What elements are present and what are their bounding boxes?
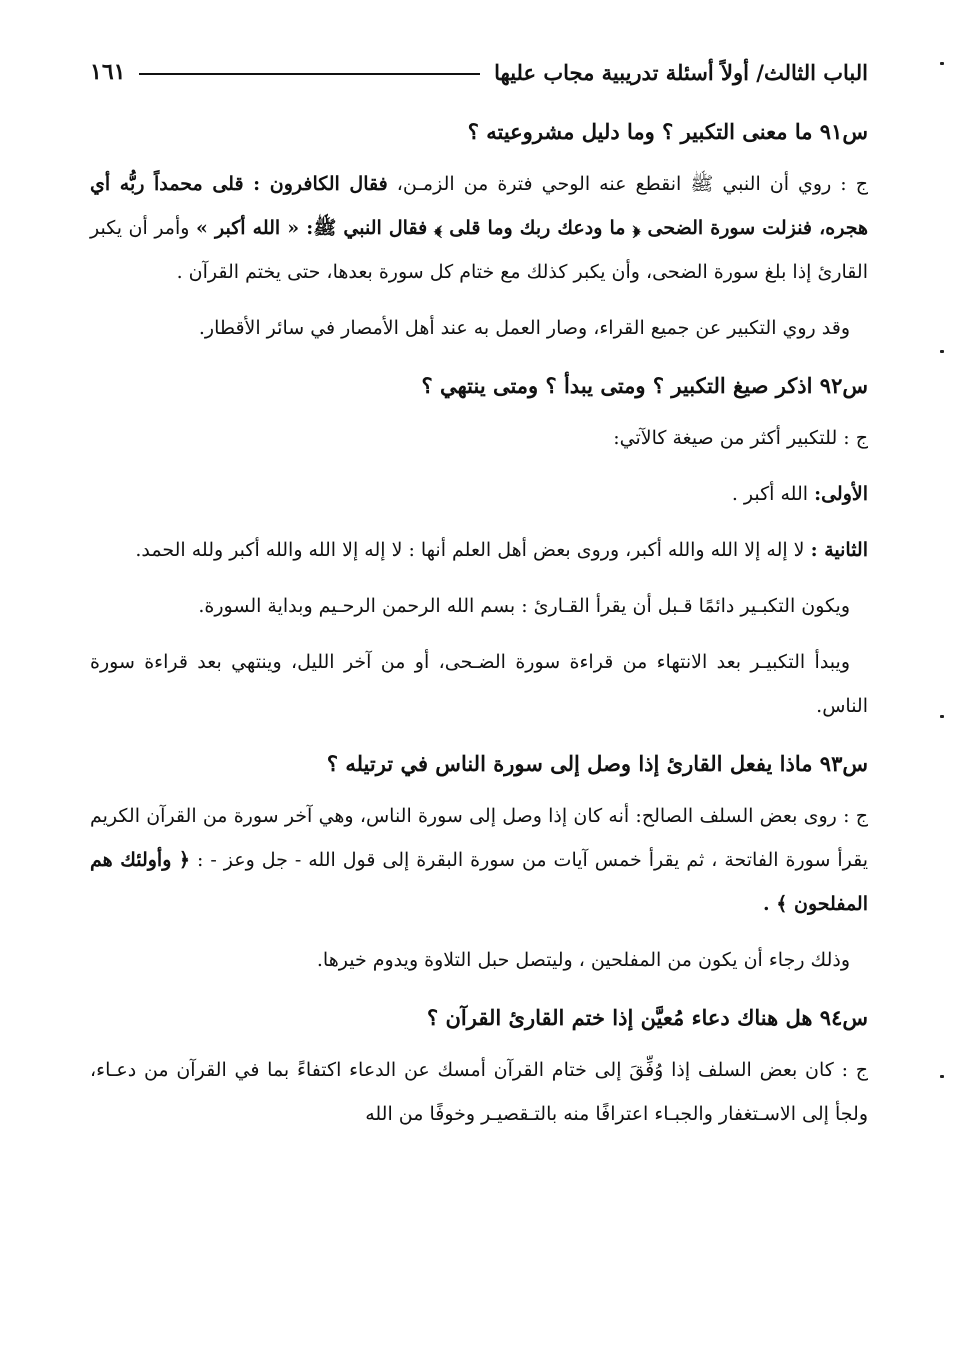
first-form-text: الله أكبر . bbox=[731, 483, 815, 505]
answer-93-note: وذلك رجاء أن يكون من المفلحين ، وليتصل حبل التلاوة ويدوم خيرها. bbox=[316, 949, 850, 971]
scan-speck bbox=[940, 62, 944, 65]
question-94: س٩٤ هل هناك دعاء مُعيَّن إذا ختم القارئ القرآن ؟ bbox=[427, 1005, 868, 1030]
book-page bbox=[90, 52, 868, 1150]
answer-93-text: ج : روى بعض السلف الصالح: أنه كان إذا وصل إلى سورة الناس، وهي آخر سورة من القرآن الكريم يقرأ سورة الفاتحة ، ثم يقرأ خمس آيات من سورة البقرة إلى قول الله - جل وعز - : bbox=[90, 805, 868, 871]
answer-91-part-2: فقال الكافرون : قلى محمداً ربُّه أي هجره، فنزلت سورة الضحى bbox=[90, 173, 868, 239]
question-93-section bbox=[90, 742, 868, 982]
answer-91-part-5: وأمر أن يكبر القارئ إذا بلغ سورة الضحى، وأن يكبر كذلك مع ختام كل سورة بعدها، حتى يختم القرآن . bbox=[90, 217, 868, 283]
first-form-label: الأولى: bbox=[814, 483, 868, 505]
scan-speck bbox=[940, 350, 944, 353]
answer-91-part-1: ج : روي أن النبي ﷺ انقطع عنه الوحي فترة من الزمـن، bbox=[387, 173, 868, 195]
question-93: س٩٣ ماذا يفعل القارئ إذا وصل إلى سورة الناس في ترتيله ؟ bbox=[326, 751, 868, 776]
question-91: س٩١ ما معنى التكبير ؟ وما دليل مشروعيته ؟ bbox=[467, 119, 868, 144]
chapter-title: الباب الثالث/ أولاً أسئلة تدريبية مجاب عليها bbox=[494, 59, 868, 85]
answer-93-verse: ﴿ وأولئك هم المفلحون ﴾ . bbox=[90, 849, 868, 915]
answer-91-note: وقد روي التكبير عن جميع القراء، وصار العمل به عند أهل الأمصار في سائر الأقطار. bbox=[198, 317, 850, 339]
header-rule bbox=[139, 73, 480, 75]
running-header bbox=[90, 52, 868, 92]
question-92-section bbox=[90, 364, 868, 728]
question-91-section bbox=[90, 110, 868, 350]
answer-92-second-form bbox=[90, 528, 868, 572]
answer-91 bbox=[90, 162, 868, 294]
question-92: س٩٢ اذكر صيغ التكبير ؟ ومتى يبدأ ؟ ومتى ينتهي ؟ bbox=[421, 373, 868, 398]
answer-91-verse: ﴿ ما ودعك ربك وما قلى ﴾ فقال النبي ﷺ: bbox=[299, 217, 641, 239]
second-form-label: الثانية : bbox=[810, 539, 868, 561]
answer-92-paragraph-1: ويكون التكبـير دائمًا قـبل أن يقرأ القـارئ : بسم الله الرحمن الرحـيم وبداية السورة. bbox=[198, 595, 850, 617]
scan-speck bbox=[940, 715, 944, 718]
answer-92-paragraph-2: ويبدأ التكبيـر بعد الانتهاء من قراءة سورة الضـحى، أو من آخر الليل، وينتهي بعد قراءة سورة الناس. bbox=[90, 651, 868, 717]
answer-91-takbir: « الله أكبر » bbox=[195, 217, 300, 239]
scan-speck bbox=[940, 1075, 944, 1078]
answer-94: ج : كان بعض السلف إذا وُفِّقَ إلى ختام القرآن أمسك عن الدعاء اكتفاءً بما في القرآن من دعـاء، ولجأ إلى الاسـتغفار والجبـاء اعترافًا منه بالتـقصيـر وخوفًا من الله bbox=[90, 1059, 868, 1125]
page-number: ١٦١ bbox=[90, 59, 126, 85]
second-form-text: لا إله إلا الله والله أكبر، وروى بعض أهل العلم أنها : لا إله إلا الله والله أكبر ولله الحمد. bbox=[135, 539, 811, 561]
answer-93 bbox=[90, 794, 868, 926]
answer-92-first-form bbox=[90, 472, 868, 516]
question-94-section bbox=[90, 996, 868, 1136]
answer-92-intro: ج : للتكبير أكثر من صيغة كالآتي: bbox=[613, 427, 868, 449]
